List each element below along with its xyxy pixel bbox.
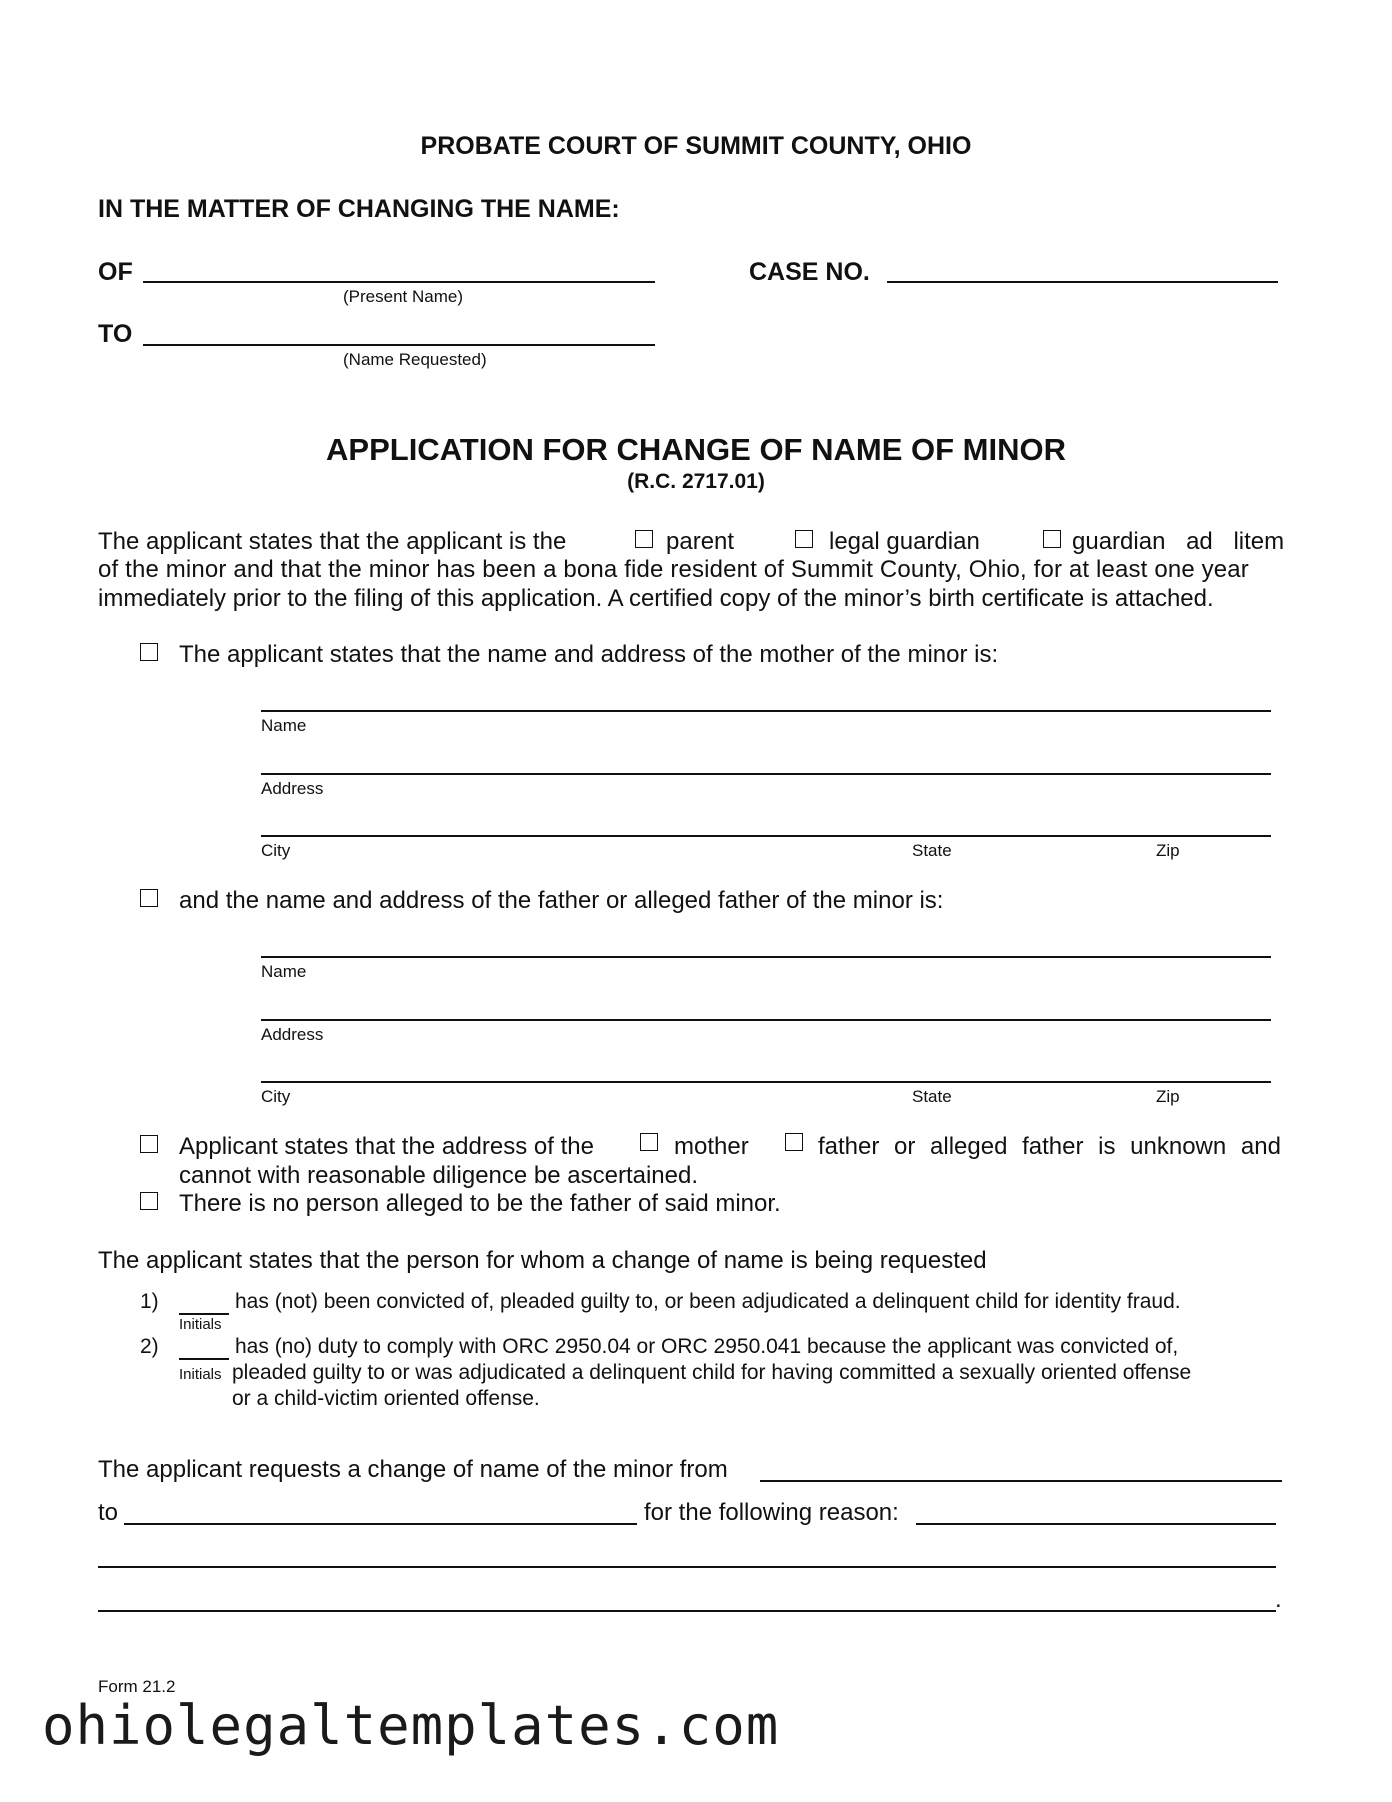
item1-text: has (not) been convicted of, pleaded guilty to, or been adjudicated a delinquent child for identity fraud. bbox=[235, 1290, 1181, 1313]
name-requested-caption: (Name Requested) bbox=[343, 350, 487, 369]
address-unknown-line2: cannot with reasonable diligence be ascertained. bbox=[179, 1162, 699, 1189]
father-statement: and the name and address of the father or alleged father of the minor is: bbox=[179, 887, 944, 914]
no-alleged-father-text: There is no person alleged to be the father of said minor. bbox=[179, 1190, 781, 1217]
request-line1: The applicant requests a change of name of the minor from bbox=[98, 1456, 728, 1483]
father-address-caption: Address bbox=[261, 1025, 324, 1044]
legal-guardian-label: legal guardian bbox=[829, 528, 980, 555]
item2-line1: has (no) duty to comply with ORC 2950.04 or ORC 2950.041 because the applicant was convicted of, bbox=[235, 1335, 1179, 1358]
matter-heading: IN THE MATTER OF CHANGING THE NAME: bbox=[98, 195, 620, 223]
reason-field-line1[interactable] bbox=[916, 1523, 1276, 1525]
father-zip-caption: Zip bbox=[1156, 1087, 1180, 1106]
statute-ref: (R.C. 2717.01) bbox=[627, 470, 765, 493]
case-no-label: CASE NO. bbox=[749, 258, 870, 286]
name-requested-field[interactable] bbox=[143, 344, 655, 346]
mother-name-field[interactable] bbox=[261, 710, 1271, 712]
to-label: TO bbox=[98, 320, 133, 348]
parent-label: parent bbox=[666, 528, 735, 555]
father-state-caption: State bbox=[912, 1087, 952, 1106]
name-from-field[interactable] bbox=[760, 1480, 1282, 1482]
convictions-intro: The applicant states that the person for whom a change of name is being requested bbox=[98, 1247, 987, 1274]
item2-line3: or a child-victim oriented offense. bbox=[232, 1387, 540, 1410]
request-to-label: to bbox=[98, 1499, 119, 1526]
applicant-intro-lead: The applicant states that the applicant is the bbox=[98, 528, 567, 555]
item1-initials-caption: Initials bbox=[179, 1316, 222, 1333]
father-city-state-zip-field[interactable] bbox=[261, 1081, 1271, 1083]
mother-name-caption: Name bbox=[261, 716, 307, 735]
present-name-caption: (Present Name) bbox=[343, 287, 463, 306]
mother-info-checkbox[interactable] bbox=[140, 643, 158, 661]
item1-number: 1) bbox=[140, 1290, 159, 1313]
court-name: PROBATE COURT OF SUMMIT COUNTY, OHIO bbox=[420, 132, 972, 160]
guardian-ad-litem-checkbox[interactable] bbox=[1043, 530, 1061, 548]
item2-initials-field[interactable] bbox=[179, 1358, 229, 1360]
address-unknown-lead: Applicant states that the address of the bbox=[179, 1133, 594, 1160]
item2-line2: pleaded guilty to or was adjudicated a delinquent child for having committed a sexually oriented offense bbox=[232, 1361, 1192, 1384]
mother-statement: The applicant states that the name and address of the mother of the minor is: bbox=[179, 641, 999, 668]
item2-initials-caption: Initials bbox=[179, 1366, 222, 1383]
father-name-caption: Name bbox=[261, 962, 307, 981]
applicant-intro-line2: of the minor and that the minor has been a bona fide resident of Summit County, Ohio, for at least one year bbox=[98, 556, 1249, 583]
father-unknown-checkbox[interactable] bbox=[785, 1133, 803, 1151]
mother-unknown-checkbox[interactable] bbox=[640, 1133, 658, 1151]
form-title: APPLICATION FOR CHANGE OF NAME OF MINOR bbox=[326, 432, 1066, 467]
mother-state-caption: State bbox=[912, 841, 952, 860]
item1-initials-field[interactable] bbox=[179, 1313, 229, 1315]
mother-city-caption: City bbox=[261, 841, 291, 860]
mother-zip-caption: Zip bbox=[1156, 841, 1180, 860]
mother-unknown-label: mother bbox=[674, 1133, 749, 1160]
form-number: Form 21.2 bbox=[98, 1677, 176, 1696]
item2-number: 2) bbox=[140, 1335, 159, 1358]
reason-label: for the following reason: bbox=[644, 1499, 899, 1526]
reason-field-line3[interactable] bbox=[98, 1610, 1276, 1612]
father-address-field[interactable] bbox=[261, 1019, 1271, 1021]
guardian-ad-litem-label: guardian ad litem bbox=[1072, 528, 1285, 555]
father-city-caption: City bbox=[261, 1087, 291, 1106]
legal-guardian-checkbox[interactable] bbox=[795, 530, 813, 548]
name-to-field[interactable] bbox=[124, 1523, 637, 1525]
mother-address-field[interactable] bbox=[261, 773, 1271, 775]
reason-field-line2[interactable] bbox=[98, 1566, 1276, 1568]
no-alleged-father-checkbox[interactable] bbox=[140, 1192, 158, 1210]
father-name-field[interactable] bbox=[261, 956, 1271, 958]
applicant-intro-line3: immediately prior to the filing of this application. A certified copy of the minor’s birth certificate is attached. bbox=[98, 585, 1214, 612]
parent-checkbox[interactable] bbox=[635, 530, 653, 548]
father-info-checkbox[interactable] bbox=[140, 889, 158, 907]
mother-city-state-zip-field[interactable] bbox=[261, 835, 1271, 837]
mother-address-caption: Address bbox=[261, 779, 324, 798]
site-watermark: ohiolegaltemplates.com bbox=[42, 1694, 780, 1757]
case-no-field[interactable] bbox=[887, 281, 1278, 283]
present-name-field[interactable] bbox=[143, 281, 655, 283]
reason-end-period: . bbox=[1275, 1586, 1282, 1613]
father-unknown-label: father or alleged father is unknown and bbox=[818, 1133, 1281, 1160]
address-unknown-checkbox[interactable] bbox=[140, 1135, 158, 1153]
of-label: OF bbox=[98, 258, 133, 286]
